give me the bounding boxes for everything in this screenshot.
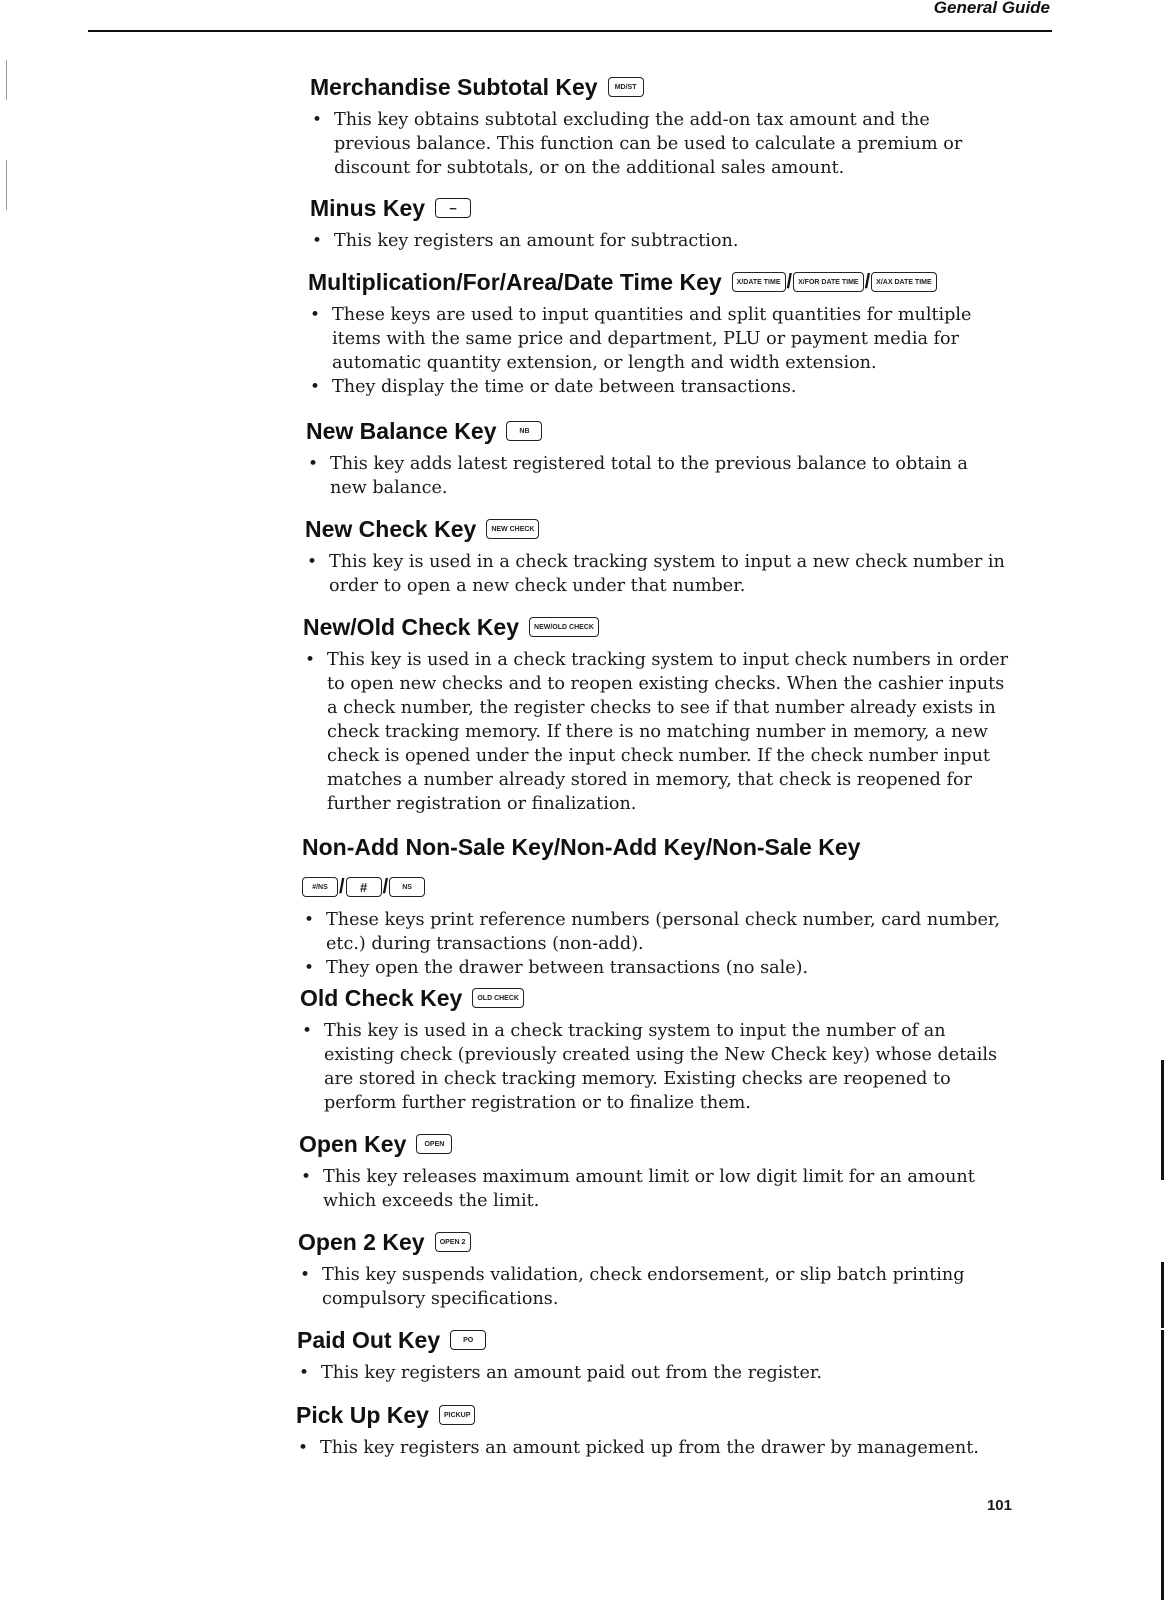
bullet-item: • These keys print reference numbers (personal check number, card number, etc.) during transactions (non-add). — [302, 908, 1022, 956]
section-title: Pick Up Key — [296, 1402, 429, 1428]
section-heading — [308, 267, 1008, 297]
page-number: 101 — [986, 1497, 1012, 1514]
section-title: Open Key — [299, 1131, 407, 1157]
key-section — [310, 72, 1000, 180]
key-section — [300, 983, 1015, 1115]
section-heading — [299, 1129, 1019, 1159]
bullet-list — [306, 452, 1006, 500]
section-title: New Balance Key — [306, 418, 497, 444]
key-icons — [435, 1232, 471, 1252]
bullet-item: • They open the drawer between transactions (no sale). — [302, 956, 1022, 980]
key-cap-icon: NEW CHECK — [486, 519, 539, 539]
key-icons — [472, 988, 524, 1008]
section-heading — [306, 416, 1006, 446]
margin-mark — [6, 160, 7, 210]
section-title: Merchandise Subtotal Key — [310, 74, 598, 100]
section-title: Old Check Key — [300, 985, 463, 1011]
bullet-item: • They display the time or date between transactions. — [308, 375, 1008, 399]
bullet-item: • This key registers an amount paid out from the register. — [297, 1361, 997, 1385]
bullet-list — [302, 908, 1022, 980]
key-icons — [529, 617, 599, 637]
key-icons — [450, 1330, 486, 1350]
margin-mark — [6, 60, 7, 100]
section-heading — [310, 72, 1000, 102]
section-title: Non-Add Non-Sale Key/Non-Add Key/Non-Sale Key — [302, 834, 861, 860]
bullet-list — [303, 648, 1013, 816]
key-cap-icon: # — [346, 877, 382, 897]
bullet-list — [296, 1436, 1016, 1460]
bullet-list — [300, 1019, 1015, 1115]
section-heading — [310, 193, 1000, 223]
key-separator: / — [786, 271, 793, 293]
key-cap-icon: NB — [506, 421, 542, 441]
header-rule — [88, 30, 1052, 32]
key-section — [302, 832, 1022, 980]
key-section — [297, 1325, 997, 1385]
key-cap-icon: OPEN — [416, 1134, 452, 1154]
section-heading — [302, 832, 1022, 902]
bullet-item: • This key releases maximum amount limit or low digit limit for an amount which exceeds the limit. — [299, 1165, 1019, 1213]
key-icons — [439, 1405, 475, 1425]
key-section — [308, 267, 1008, 399]
key-section — [296, 1400, 1016, 1460]
key-cap-icon: MD/ST — [608, 77, 644, 97]
key-icons — [506, 421, 542, 441]
bullet-item: • This key registers an amount picked up from the drawer by management. — [296, 1436, 1016, 1460]
binder-edge-mark — [1161, 1262, 1164, 1328]
bullet-list — [297, 1361, 997, 1385]
key-section — [306, 416, 1006, 500]
bullet-list — [299, 1165, 1019, 1213]
bullet-item: • This key adds latest registered total to the previous balance to obtain a new balance. — [306, 452, 1006, 500]
key-icons — [416, 1134, 452, 1154]
key-separator: / — [864, 271, 871, 293]
bullet-item: • This key obtains subtotal excluding the add-on tax amount and the previous balance. This function can be used to calculate a premium or discount for subtotals, or on the additional sales amount. — [310, 108, 1000, 180]
section-title: Open 2 Key — [298, 1229, 425, 1255]
binder-edge-mark — [1161, 1060, 1164, 1180]
key-icons — [486, 519, 539, 539]
bullet-item: • This key is used in a check tracking system to input a new check number in order to open a new check under that number. — [305, 550, 1025, 598]
key-separator: / — [382, 876, 389, 898]
section-heading — [300, 983, 1015, 1013]
key-section — [305, 514, 1025, 598]
key-cap-icon: NEW/OLD CHECK — [529, 617, 599, 637]
key-section — [303, 612, 1013, 816]
section-heading — [303, 612, 1013, 642]
key-section — [310, 193, 1000, 253]
key-icons — [732, 267, 937, 297]
bullet-list — [310, 229, 1000, 253]
section-heading — [297, 1325, 997, 1355]
key-cap-icon: PO — [450, 1330, 486, 1350]
key-cap-icon: #/NS — [302, 877, 338, 897]
running-header: General Guide — [933, 0, 1050, 17]
section-title: New Check Key — [305, 516, 477, 542]
key-cap-icon: − — [435, 198, 471, 218]
key-cap-icon: PICKUP — [439, 1405, 475, 1425]
section-heading — [296, 1400, 1016, 1430]
key-icons — [608, 77, 644, 97]
bullet-list — [298, 1263, 998, 1311]
key-cap-icon: X/DATE TIME — [732, 272, 786, 292]
section-title: New/Old Check Key — [303, 614, 520, 640]
bullet-list — [305, 550, 1025, 598]
binder-edge-mark — [1161, 1330, 1164, 1600]
key-cap-icon: OPEN 2 — [435, 1232, 471, 1252]
key-icons — [302, 872, 1022, 902]
key-separator: / — [339, 876, 345, 898]
key-cap-icon: OLD CHECK — [472, 988, 524, 1008]
key-section — [298, 1227, 998, 1311]
section-title: Multiplication/For/Area/Date Time Key — [308, 269, 722, 295]
key-cap-icon: X/AX DATE TIME — [871, 272, 936, 292]
bullet-item: • This key suspends validation, check endorsement, or slip batch printing compulsory specifications. — [298, 1263, 998, 1311]
section-heading — [298, 1227, 998, 1257]
key-cap-icon: X/FOR DATE TIME — [793, 272, 864, 292]
bullet-item: • This key is used in a check tracking system to input check numbers in order to open new checks and to reopen existing checks. When the cashier inputs a check number, the register checks to see if that number already exists in check tracking memory. If there is no matching number in memory, a new check is opened under the input check number. If the check number input matches a number already stored in memory, that check is reopened for further registration or finalization. — [303, 648, 1013, 816]
bullet-list — [308, 303, 1008, 399]
key-icons — [435, 198, 471, 218]
section-title: Paid Out Key — [297, 1327, 441, 1353]
bullet-item: • This key is used in a check tracking system to input the number of an existing check (previously created using the New Check key) whose details are stored in check tracking memory. Existing checks are reopened to perform further registration or to finalize them. — [300, 1019, 1015, 1115]
key-section — [299, 1129, 1019, 1213]
bullet-item: • These keys are used to input quantities and split quantities for multiple items with the same price and department, PLU or payment media for automatic quantity extension, or length and width extension. — [308, 303, 1008, 375]
section-heading — [305, 514, 1025, 544]
bullet-item: • This key registers an amount for subtraction. — [310, 229, 1000, 253]
section-title: Minus Key — [310, 195, 426, 221]
bullet-list — [310, 108, 1000, 180]
key-cap-icon: NS — [389, 877, 425, 897]
